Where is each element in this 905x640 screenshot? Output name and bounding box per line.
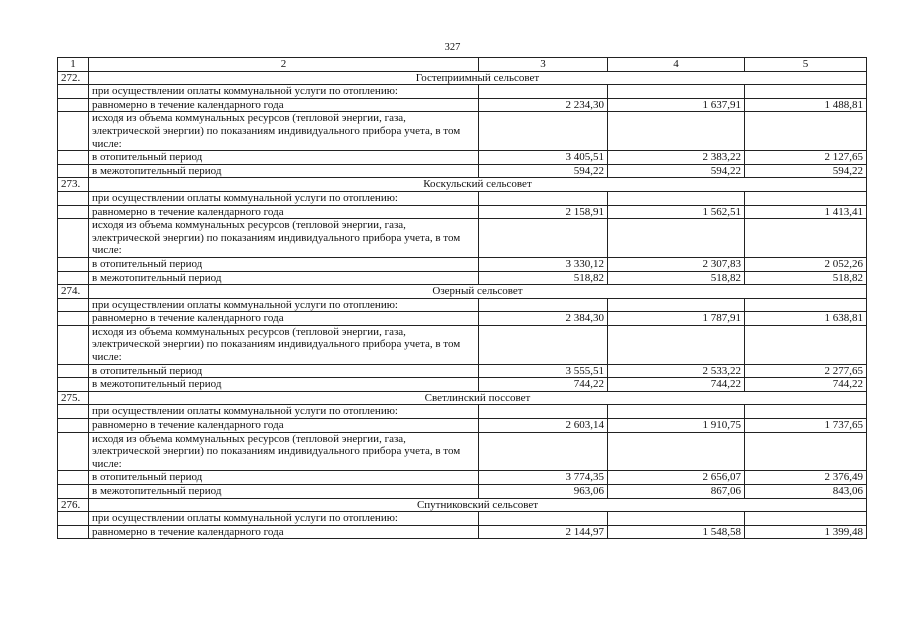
row-index-cell — [58, 164, 89, 178]
value-cell-col4: 1 637,91 — [608, 98, 745, 112]
value-cell-col4 — [608, 85, 745, 99]
row-label: исходя из объема коммунальных ресурсов (тепловой энергии, газа, электрической энергии) по показаниям индивидуального прибора учета, в том числе: — [89, 432, 479, 471]
row-label: при осуществлении оплаты коммунальной услуги по отоплению: — [89, 405, 479, 419]
value-cell-col4: 744,22 — [608, 378, 745, 392]
row-index-cell — [58, 405, 89, 419]
section-title: Коскульский сельсовет — [89, 178, 867, 192]
table-row — [58, 471, 867, 485]
row-label: равномерно в течение календарного года — [89, 525, 479, 539]
table-row — [58, 151, 867, 165]
value-cell-col5 — [745, 85, 867, 99]
section-number: 273. — [58, 178, 89, 192]
row-index-cell — [58, 471, 89, 485]
value-cell-col3 — [479, 219, 608, 258]
row-label: в отопительный период — [89, 151, 479, 165]
table-row — [58, 298, 867, 312]
value-cell-col4: 1 562,51 — [608, 205, 745, 219]
value-cell-col4: 518,82 — [608, 271, 745, 285]
column-header-4: 4 — [608, 58, 745, 72]
row-label: в межотопительный период — [89, 485, 479, 499]
value-cell-col5 — [745, 432, 867, 471]
column-header-5: 5 — [745, 58, 867, 72]
row-label: исходя из объема коммунальных ресурсов (тепловой энергии, газа, электрической энергии) по показаниям индивидуального прибора учета, в том числе: — [89, 325, 479, 364]
value-cell-col3: 2 603,14 — [479, 419, 608, 433]
table-row — [58, 205, 867, 219]
value-cell-col5: 2 052,26 — [745, 257, 867, 271]
section-number: 275. — [58, 391, 89, 405]
table-row — [58, 419, 867, 433]
table-row — [58, 525, 867, 539]
table-row — [58, 405, 867, 419]
row-index-cell — [58, 85, 89, 99]
section-number: 276. — [58, 498, 89, 512]
row-label: равномерно в течение календарного года — [89, 419, 479, 433]
value-cell-col5: 744,22 — [745, 378, 867, 392]
column-header-1: 1 — [58, 58, 89, 72]
section-number: 272. — [58, 71, 89, 85]
section-title-row — [58, 285, 867, 299]
table-row — [58, 191, 867, 205]
value-cell-col4 — [608, 219, 745, 258]
row-index-cell — [58, 112, 89, 151]
value-cell-col3: 963,06 — [479, 485, 608, 499]
value-cell-col3: 3 555,51 — [479, 364, 608, 378]
value-cell-col5: 2 277,65 — [745, 364, 867, 378]
value-cell-col3 — [479, 85, 608, 99]
value-cell-col5 — [745, 191, 867, 205]
section-title-row — [58, 71, 867, 85]
value-cell-col5: 2 376,49 — [745, 471, 867, 485]
section-title-row — [58, 391, 867, 405]
value-cell-col4: 1 910,75 — [608, 419, 745, 433]
table-row — [58, 378, 867, 392]
row-label: при осуществлении оплаты коммунальной услуги по отоплению: — [89, 85, 479, 99]
value-cell-col4: 867,06 — [608, 485, 745, 499]
table-row — [58, 325, 867, 364]
value-cell-col4: 2 533,22 — [608, 364, 745, 378]
row-index-cell — [58, 205, 89, 219]
value-cell-col3 — [479, 325, 608, 364]
row-label: исходя из объема коммунальных ресурсов (тепловой энергии, газа, электрической энергии) по показаниям индивидуального прибора учета, в том числе: — [89, 219, 479, 258]
value-cell-col3 — [479, 432, 608, 471]
value-cell-col3 — [479, 191, 608, 205]
value-cell-col3: 744,22 — [479, 378, 608, 392]
value-cell-col4 — [608, 512, 745, 526]
row-label: в межотопительный период — [89, 164, 479, 178]
value-cell-col5 — [745, 405, 867, 419]
section-title: Спутниковский сельсовет — [89, 498, 867, 512]
value-cell-col5: 1 399,48 — [745, 525, 867, 539]
row-label: равномерно в течение календарного года — [89, 205, 479, 219]
value-cell-col4: 1 787,91 — [608, 312, 745, 326]
value-cell-col5 — [745, 112, 867, 151]
value-cell-col3 — [479, 298, 608, 312]
row-label: в отопительный период — [89, 257, 479, 271]
table-row — [58, 485, 867, 499]
section-number: 274. — [58, 285, 89, 299]
value-cell-col4: 2 383,22 — [608, 151, 745, 165]
value-cell-col4: 2 307,83 — [608, 257, 745, 271]
value-cell-col3: 2 158,91 — [479, 205, 608, 219]
value-cell-col5 — [745, 512, 867, 526]
row-label: исходя из объема коммунальных ресурсов (тепловой энергии, газа, электрической энергии) по показаниям индивидуального прибора учета, в том числе: — [89, 112, 479, 151]
value-cell-col5: 1 413,41 — [745, 205, 867, 219]
row-label: при осуществлении оплаты коммунальной услуги по отоплению: — [89, 298, 479, 312]
table-row — [58, 219, 867, 258]
row-index-cell — [58, 378, 89, 392]
row-index-cell — [58, 419, 89, 433]
value-cell-col4 — [608, 325, 745, 364]
value-cell-col4 — [608, 112, 745, 151]
value-cell-col5: 1 737,65 — [745, 419, 867, 433]
value-cell-col3: 2 144,97 — [479, 525, 608, 539]
page-number: 327 — [444, 42, 461, 53]
value-cell-col5 — [745, 219, 867, 258]
value-cell-col3: 518,82 — [479, 271, 608, 285]
table-row — [58, 257, 867, 271]
table-row — [58, 312, 867, 326]
value-cell-col5: 1 488,81 — [745, 98, 867, 112]
value-cell-col3: 3 405,51 — [479, 151, 608, 165]
row-index-cell — [58, 525, 89, 539]
table-row — [58, 364, 867, 378]
row-label: при осуществлении оплаты коммунальной услуги по отоплению: — [89, 191, 479, 205]
value-cell-col3: 2 384,30 — [479, 312, 608, 326]
row-index-cell — [58, 271, 89, 285]
value-cell-col3 — [479, 405, 608, 419]
row-index-cell — [58, 325, 89, 364]
value-cell-col5: 843,06 — [745, 485, 867, 499]
row-index-cell — [58, 257, 89, 271]
value-cell-col4 — [608, 405, 745, 419]
value-cell-col4: 2 656,07 — [608, 471, 745, 485]
value-cell-col3: 2 234,30 — [479, 98, 608, 112]
tariff-table — [57, 57, 867, 539]
value-cell-col5: 518,82 — [745, 271, 867, 285]
row-index-cell — [58, 485, 89, 499]
value-cell-col5 — [745, 325, 867, 364]
row-label: при осуществлении оплаты коммунальной услуги по отоплению: — [89, 512, 479, 526]
section-title: Светлинский поссовет — [89, 391, 867, 405]
value-cell-col3: 3 330,12 — [479, 257, 608, 271]
table-row — [58, 432, 867, 471]
value-cell-col5: 1 638,81 — [745, 312, 867, 326]
value-cell-col4 — [608, 298, 745, 312]
row-label: в межотопительный период — [89, 271, 479, 285]
table-row — [58, 271, 867, 285]
value-cell-col4: 1 548,58 — [608, 525, 745, 539]
table-row — [58, 85, 867, 99]
section-title: Озерный сельсовет — [89, 285, 867, 299]
row-index-cell — [58, 98, 89, 112]
table-row — [58, 164, 867, 178]
row-index-cell — [58, 512, 89, 526]
row-index-cell — [58, 151, 89, 165]
value-cell-col5: 2 127,65 — [745, 151, 867, 165]
value-cell-col3: 594,22 — [479, 164, 608, 178]
row-index-cell — [58, 219, 89, 258]
table-row — [58, 98, 867, 112]
value-cell-col4: 594,22 — [608, 164, 745, 178]
row-index-cell — [58, 312, 89, 326]
section-title-row — [58, 498, 867, 512]
value-cell-col3 — [479, 112, 608, 151]
value-cell-col4 — [608, 432, 745, 471]
value-cell-col5: 594,22 — [745, 164, 867, 178]
row-label: равномерно в течение календарного года — [89, 98, 479, 112]
section-title-row — [58, 178, 867, 192]
value-cell-col4 — [608, 191, 745, 205]
value-cell-col5 — [745, 298, 867, 312]
row-label: в межотопительный период — [89, 378, 479, 392]
row-label: в отопительный период — [89, 364, 479, 378]
value-cell-col3 — [479, 512, 608, 526]
row-label: равномерно в течение календарного года — [89, 312, 479, 326]
column-header-2: 2 — [89, 58, 479, 72]
column-number-row — [58, 58, 867, 72]
row-index-cell — [58, 191, 89, 205]
value-cell-col3: 3 774,35 — [479, 471, 608, 485]
section-title: Гостеприимный сельсовет — [89, 71, 867, 85]
table-row — [58, 112, 867, 151]
row-label: в отопительный период — [89, 471, 479, 485]
tariff-table-body — [58, 58, 867, 539]
row-index-cell — [58, 364, 89, 378]
row-index-cell — [58, 298, 89, 312]
row-index-cell — [58, 432, 89, 471]
column-header-3: 3 — [479, 58, 608, 72]
table-row — [58, 512, 867, 526]
